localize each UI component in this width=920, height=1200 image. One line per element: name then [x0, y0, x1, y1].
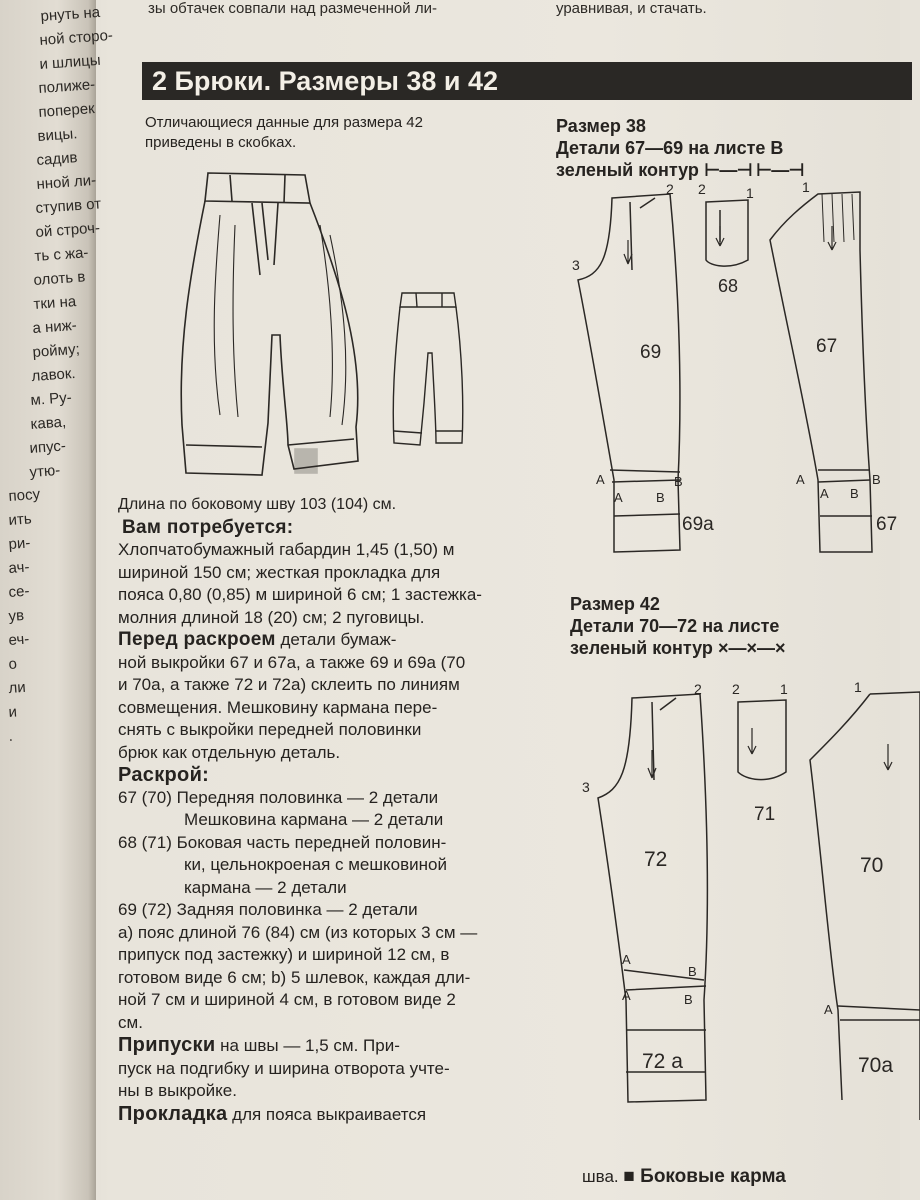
gutter-text-fragment: и шлицы: [38, 51, 101, 73]
gutter-text-fragment: тки на: [32, 293, 77, 313]
svg-text:1: 1: [780, 681, 788, 697]
gutter-text-fragment: ить: [8, 510, 33, 529]
svg-text:B: B: [656, 490, 665, 505]
gutter-text-fragment: поперек: [37, 100, 95, 121]
svg-text:B: B: [688, 964, 697, 979]
pattern-label-70a: 70а: [858, 1054, 894, 1077]
text-line: см.: [118, 1012, 143, 1032]
size-42-details: Детали 70—72 на листе: [570, 616, 780, 636]
svg-text:2: 2: [666, 181, 674, 197]
svg-text:B: B: [684, 992, 693, 1007]
gutter-text-fragment: ли: [8, 678, 27, 697]
gutter-text-fragment: ступив от: [35, 195, 102, 217]
svg-text:2: 2: [694, 681, 702, 697]
svg-text:B: B: [674, 474, 683, 489]
text-line: ной выкройки 67 и 67а, а также 69 и 69а (70: [118, 652, 466, 672]
gutter-text-fragment: а ниж-: [32, 316, 78, 337]
svg-text:1: 1: [854, 679, 862, 695]
text-line: припуск под застежку) и шириной 12 см, в: [118, 945, 450, 964]
text-line: ной 7 см и шириной 4 см, в готовом виде 2: [118, 990, 456, 1009]
text-line: кармана — 2 детали: [184, 877, 347, 897]
svg-text:3: 3: [572, 257, 580, 273]
gutter-text-fragment: садив: [36, 149, 79, 169]
gutter-text-fragment: вицы.: [37, 125, 78, 145]
pattern-size-42: [580, 680, 920, 1120]
bottom-right-fragment: шва. ■ Боковые карма: [582, 1166, 786, 1187]
gutter-text-fragment: рнуть на: [40, 3, 101, 25]
size-38-details: Детали 67—69 на листе В: [556, 138, 784, 158]
pattern-size-38: [570, 180, 910, 570]
before-cut-paragraph: Перед раскроем детали бумаж-: [118, 629, 397, 650]
text-line: шириной 150 см; жесткая прокладка для: [118, 562, 441, 582]
cut-list: [118, 787, 543, 1035]
size-42-heading: [570, 593, 785, 659]
size-38-title: Размер 38: [556, 116, 646, 136]
svg-text:A: A: [596, 472, 605, 487]
pattern-label-72a: 72 а: [642, 1050, 683, 1073]
gutter-text-fragment: и: [8, 703, 18, 721]
size-38-heading: [556, 115, 804, 181]
svg-text:1: 1: [746, 185, 754, 201]
lining-paragraph: Прокладка для пояса выкраивается: [118, 1102, 427, 1125]
pattern-label-67: 67: [816, 336, 838, 357]
gutter-text-fragment: се-: [8, 582, 30, 601]
gutter-text-fragment: ач-: [8, 558, 30, 577]
pattern-label-69a: 69а: [682, 514, 714, 535]
pattern-label-71: 71: [754, 804, 776, 825]
instructions-text: [118, 494, 543, 1126]
section-title-banner: 2 Брюки. Размеры 38 и 42: [142, 62, 912, 100]
text-line: Мешковина кармана — 2 детали: [184, 810, 444, 829]
gutter-text-fragment: олоть в: [33, 268, 87, 289]
text-line: 68 (71) Боковая часть передней половин-: [118, 832, 447, 852]
svg-text:A: A: [614, 490, 623, 505]
allowances-paragraph: Припуски на швы — 1,5 см. При-: [118, 1034, 400, 1056]
size-38-contour: зеленый контур ⊢—⊣ ⊢—⊣: [556, 160, 804, 180]
gutter-text-fragment: о: [8, 655, 18, 673]
svg-text:A: A: [820, 486, 829, 501]
text-line: пояса 0,80 (0,85) м шириной 6 см; 1 застежка-: [118, 585, 482, 604]
size-42-title: Размер 42: [570, 594, 660, 614]
gutter-text-fragment: ипус-: [29, 437, 67, 457]
svg-text:A: A: [622, 988, 631, 1003]
gutter-text-fragment: .: [8, 727, 14, 745]
gutter-text-fragment: посу: [8, 485, 41, 505]
text-line: совмещения. Мешковину кармана пере-: [118, 697, 438, 717]
size-42-contour: зеленый контур ×—×—×: [570, 638, 786, 658]
text-line: и 70а, а также 72 и 72а) склеить по линиям: [118, 675, 460, 694]
svg-text:A: A: [622, 952, 631, 967]
svg-text:A: A: [824, 1002, 833, 1017]
cut-heading: Раскрой:: [118, 764, 210, 786]
text-line: а) пояс длиной 76 (84) см (из которых 3 см —: [118, 922, 478, 942]
gutter-text-fragment: ри-: [8, 534, 31, 553]
pattern-label-72: 72: [644, 848, 668, 871]
gutter-text-fragment: ройму;: [31, 340, 80, 361]
gutter-text-fragment: утю-: [28, 461, 61, 481]
svg-text:B: B: [872, 472, 881, 487]
text-line: молния длиной 18 (20) см; 2 пуговицы.: [118, 607, 425, 627]
gutter-text-fragment: ной сторо-: [39, 26, 114, 49]
gutter-text-fragment: м. Ру-: [30, 389, 73, 409]
gutter-text-fragment: лавок.: [31, 364, 77, 385]
need-heading: Вам потребуется:: [122, 516, 294, 538]
pattern-label-70: 70: [860, 854, 884, 877]
text-line: ки, цельнокроеная с мешковиной: [184, 855, 447, 874]
pattern-label-69: 69: [640, 342, 662, 363]
text-line: ны в выкройке.: [118, 1081, 237, 1100]
gutter-text-fragment: нной ли-: [35, 171, 97, 193]
text-line: снять с выкройки передней половинки: [118, 720, 422, 739]
length-line: Длина по боковому шву 103 (104) см.: [118, 496, 397, 513]
before-cut-lines: [118, 652, 543, 765]
text-line: 69 (72) Задняя половинка — 2 детали: [118, 900, 418, 919]
svg-text:B: B: [850, 486, 859, 501]
text-line: пуск на подгибку и ширина отворота учте-: [118, 1058, 450, 1078]
trousers-illustration: [160, 155, 520, 495]
top-text-right: уравнивая, и стачать.: [556, 0, 707, 17]
need-list: [118, 539, 543, 629]
text-line: 67 (70) Передняя половинка — 2 детали: [118, 787, 439, 807]
svg-text:2: 2: [732, 681, 740, 697]
svg-text:A: A: [796, 472, 805, 487]
text-line: готовом виде 6 см; b) 5 шлевок, каждая дли-: [118, 967, 471, 987]
svg-text:1: 1: [802, 179, 810, 195]
svg-text:3: 3: [582, 779, 590, 795]
gutter-text-fragment: кава,: [29, 413, 67, 433]
text-line: брюк как отдельную деталь.: [118, 742, 341, 762]
gutter-text-fragment: полиже-: [38, 76, 96, 97]
top-text-left: зы обтачек совпали над размеченной ли-: [148, 0, 437, 17]
svg-text:2: 2: [698, 181, 706, 197]
pattern-label-68: 68: [718, 276, 739, 296]
gutter-text-fragment: ув: [8, 606, 25, 625]
size-note-line-2: приведены в скобках.: [145, 134, 297, 151]
allowances-lines: [118, 1058, 543, 1103]
pattern-label-67a: 67: [876, 514, 898, 535]
text-line: Хлопчатобумажный габардин 1,45 (1,50) м: [118, 540, 455, 559]
gutter-text-fragment: еч-: [8, 630, 30, 649]
size-note: [145, 113, 525, 153]
gutter-text-fragment: ой строч-: [34, 219, 101, 241]
gutter-text-fragment: ть с жа-: [34, 244, 89, 265]
adjacent-page-gutter: [0, 0, 114, 1200]
size-note-line-1: Отличающиеся данные для размера 42: [145, 114, 423, 131]
